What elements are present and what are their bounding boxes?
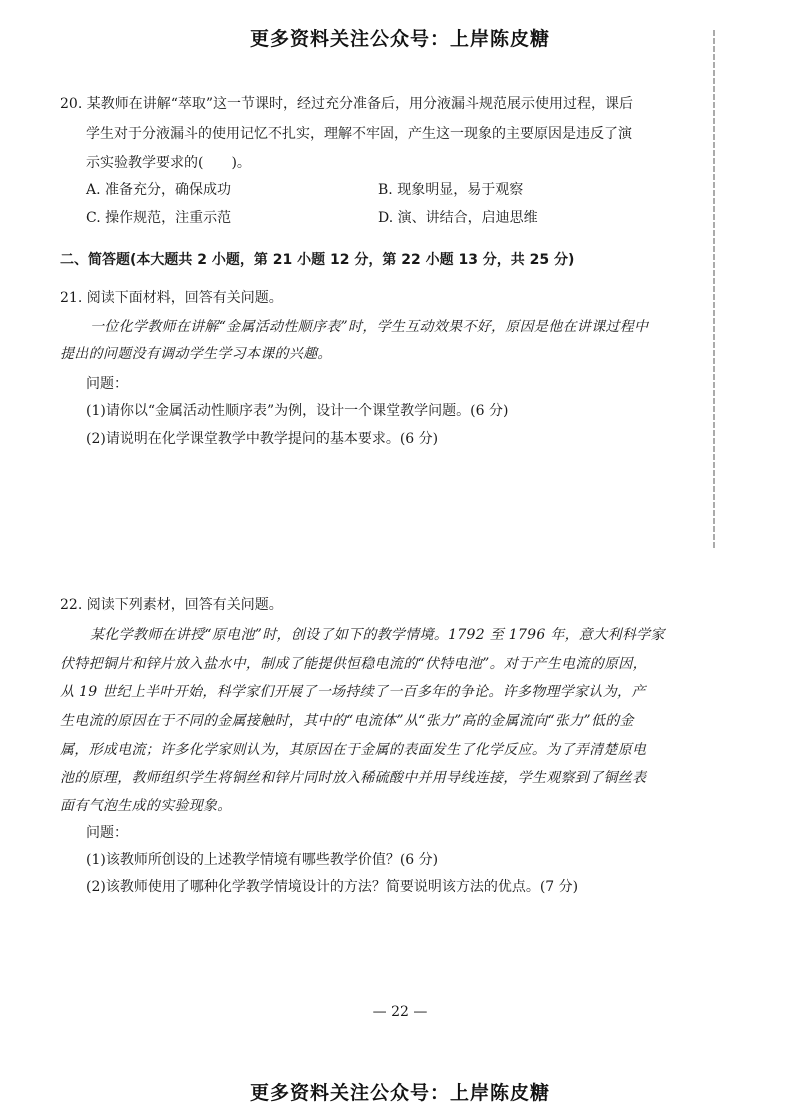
q22-intro: 22. 阅读下列素材，回答有关问题。 xyxy=(60,597,283,613)
q21-ask-label: 问题： xyxy=(86,376,128,392)
header-banner: 更多资料关注公众号：上岸陈皮糖 xyxy=(249,28,550,50)
q21-material-line-2: 提出的问题没有调动学生学习本课的兴趣。 xyxy=(60,346,332,362)
binding-line xyxy=(713,30,715,550)
footer-banner: 更多资料关注公众号：上岸陈皮糖 xyxy=(249,1082,550,1104)
q20-line-2: 学生对于分液漏斗的使用记忆不扎实，理解不牢固，产生这一现象的主要原因是违反了演 xyxy=(86,126,632,142)
q20-line-3: 示实验教学要求的( )。 xyxy=(86,155,251,171)
q21-intro: 21. 阅读下面材料，回答有关问题。 xyxy=(60,290,283,306)
q22-material-line-5: 属，形成电流；许多化学家则认为，其原因在于金属的表面发生了化学反应。为了弄清楚原电 xyxy=(60,742,647,758)
q21-ask-2: (2)请说明在化学课堂教学中教学提问的基本要求。(6 分) xyxy=(86,431,439,447)
page-number: — 22 — xyxy=(372,1004,428,1020)
q22-material-line-7: 面有气泡生成的实验现象。 xyxy=(60,798,232,814)
q22-material-line-1: 某化学教师在讲授“原电池”时，创设了如下的教学情境。1792 至 1796 年，意大利科学家 xyxy=(90,627,665,643)
section-heading: 二、简答题(本大题共 2 小题，第 21 小题 12 分，第 22 小题 13 分，共 25 分) xyxy=(60,252,575,268)
q20-option-a: A. 准备充分，确保成功 xyxy=(86,182,232,198)
q22-material-line-2: 伏特把铜片和锌片放入盐水中，制成了能提供恒稳电流的“伏特电池”。对于产生电流的原因， xyxy=(60,656,647,672)
q20-option-b: B. 现象明显，易于观察 xyxy=(378,182,524,198)
q22-material-line-3: 从 19 世纪上半叶开始，科学家们开展了一场持续了一百多年的争论。许多物理学家认为，产 xyxy=(60,684,646,700)
q22-ask-label: 问题： xyxy=(86,825,128,841)
q20-option-c: C. 操作规范，注重示范 xyxy=(86,210,232,226)
q22-material-line-4: 生电流的原因在于不同的金属接触时，其中的“电流体”从“张力”高的金属流向“张力”低的金 xyxy=(60,713,634,729)
q21-ask-1: (1)请你以“金属活动性顺序表”为例，设计一个课堂教学问题。(6 分) xyxy=(86,403,509,419)
q22-material-line-6: 池的原理，教师组织学生将铜丝和锌片同时放入稀硫酸中并用导线连接，学生观察到了铜丝表 xyxy=(60,770,647,786)
q22-ask-2: (2)该教师使用了哪种化学教学情境设计的方法？简要说明该方法的优点。(7 分) xyxy=(86,879,579,895)
q21-material-line-1: 一位化学教师在讲解“金属活动性顺序表”时，学生互动效果不好，原因是他在讲课过程中 xyxy=(90,319,649,335)
q20-option-d: D. 演、讲结合，启迪思维 xyxy=(378,210,538,226)
q20-line-1: 20. 某教师在讲解“萃取”这一节课时，经过充分准备后，用分液漏斗规范展示使用过程，课后 xyxy=(60,96,634,112)
q22-ask-1: (1)该教师所创设的上述教学情境有哪些教学价值？(6 分) xyxy=(86,852,439,868)
